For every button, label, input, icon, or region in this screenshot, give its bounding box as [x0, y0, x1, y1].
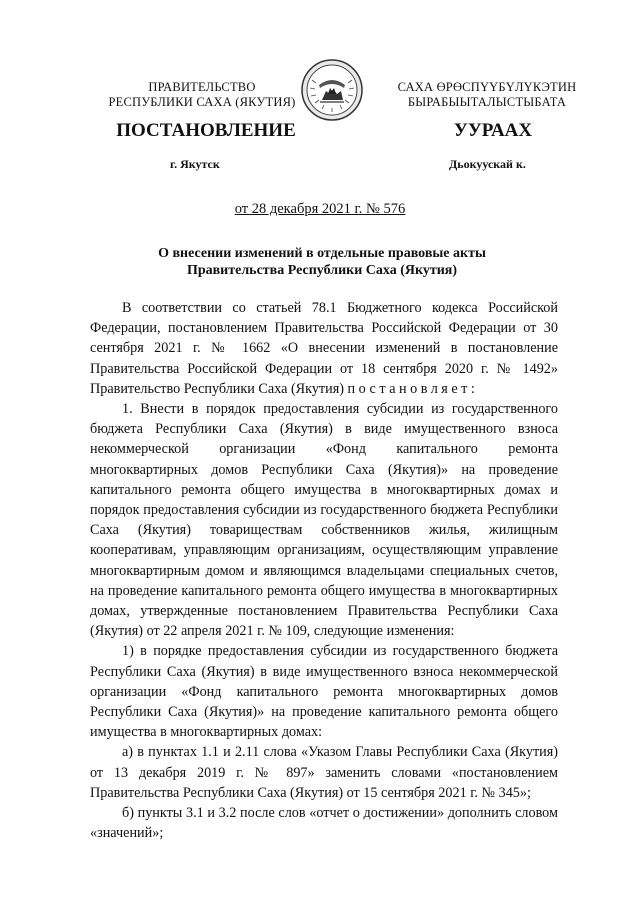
document-body — [90, 298, 558, 843]
city-russian: г. Якутск — [170, 157, 220, 171]
org-right-line-1: САХА ӨРӨСПҮҮБҮЛҮКЭТИН — [397, 80, 577, 94]
document-date-number — [0, 201, 640, 218]
org-left-line-1: ПРАВИТЕЛЬСТВО — [148, 80, 256, 94]
government-name-sakha — [372, 80, 602, 110]
government-name-russian — [92, 80, 312, 110]
city-sakha: Дьокуускай к. — [449, 157, 526, 171]
resolves-word: постановляет: — [347, 380, 479, 397]
paragraph-subitem-b: б) пункты 3.1 и 3.2 после слов «отчет о достижении» дополнить словом «значений»; — [90, 805, 558, 842]
title-line-2: Правительства Республики Саха (Якутия) — [186, 263, 458, 278]
doctype-russian: ПОСТАНОВЛЕНИЕ — [116, 120, 296, 141]
paragraph-subitem-1: 1) в порядке предоставления субсидии из государственного бюджета Республики Саха (Якутия) в виде имущественного взноса некоммерческой организации «Фонд капитального ремонта многоквартирных домов Республики Саха (Якутия)» на проведение капитального ремонта общего имущества в многоквартирных домах: — [90, 643, 558, 741]
document-title — [90, 245, 554, 279]
org-right-line-2: БЫРАБЫЫТАЛЫСТЫБАТА — [407, 95, 567, 109]
org-left-line-2: РЕСПУБЛИКИ САХА (ЯКУТИЯ) — [108, 95, 296, 109]
doctype-sakha: УУРААХ — [453, 120, 533, 141]
coat-of-arms-emblem — [300, 58, 364, 122]
preamble-text: В соответствии со статьей 78.1 Бюджетного кодекса Российской Федерации, постановлением Правительства Российской Федерации от 30 сентября 2021 г. № 1662 «О внесении изменений в постановление Правительства Российской Федерации от 18 сентября 2020 г. № 1492» Правительство Республики Саха (Якутия) — [90, 300, 558, 397]
date-number-text: от 28 декабря 2021 г. № 576 — [234, 201, 406, 217]
paragraph-item-1: 1. Внести в порядок предоставления субсидии из государственного бюджета Республики Саха (Якутия) в виде имущественного взноса некоммерческой организации «Фонд капитального ремонта многоквартирных домов Республики Саха (Якутия)» на проведение капитального ремонта общего имущества в многоквартирных домах и порядок предоставления субсидии из государственного бюджета Республики Саха (Якутия) товариществам собственников жилья, жилищным кооперативам, управляющим организациям, осуществляющим управление многоквартирным домом и являющимся владельцами специальных счетов, на проведение капитального ремонта общего имущества в многоквартирных домах, утвержденные постановлением Правительства Республики Саха (Якутия) от 22 апреля 2021 г. № 109, следующие изменения: — [90, 401, 558, 640]
paragraph-preamble — [90, 298, 558, 399]
title-line-1: О внесении изменений в отдельные правовые акты — [158, 246, 486, 261]
paragraph-subitem-a: а) в пунктах 1.1 и 2.11 слова «Указом Главы Республики Саха (Якутия) от 13 декабря 2019 г. № 897» заменить словами «постановлением Правительства Республики Саха (Якутия) от 15 сентября 2021 г. № 345»; — [90, 744, 558, 801]
